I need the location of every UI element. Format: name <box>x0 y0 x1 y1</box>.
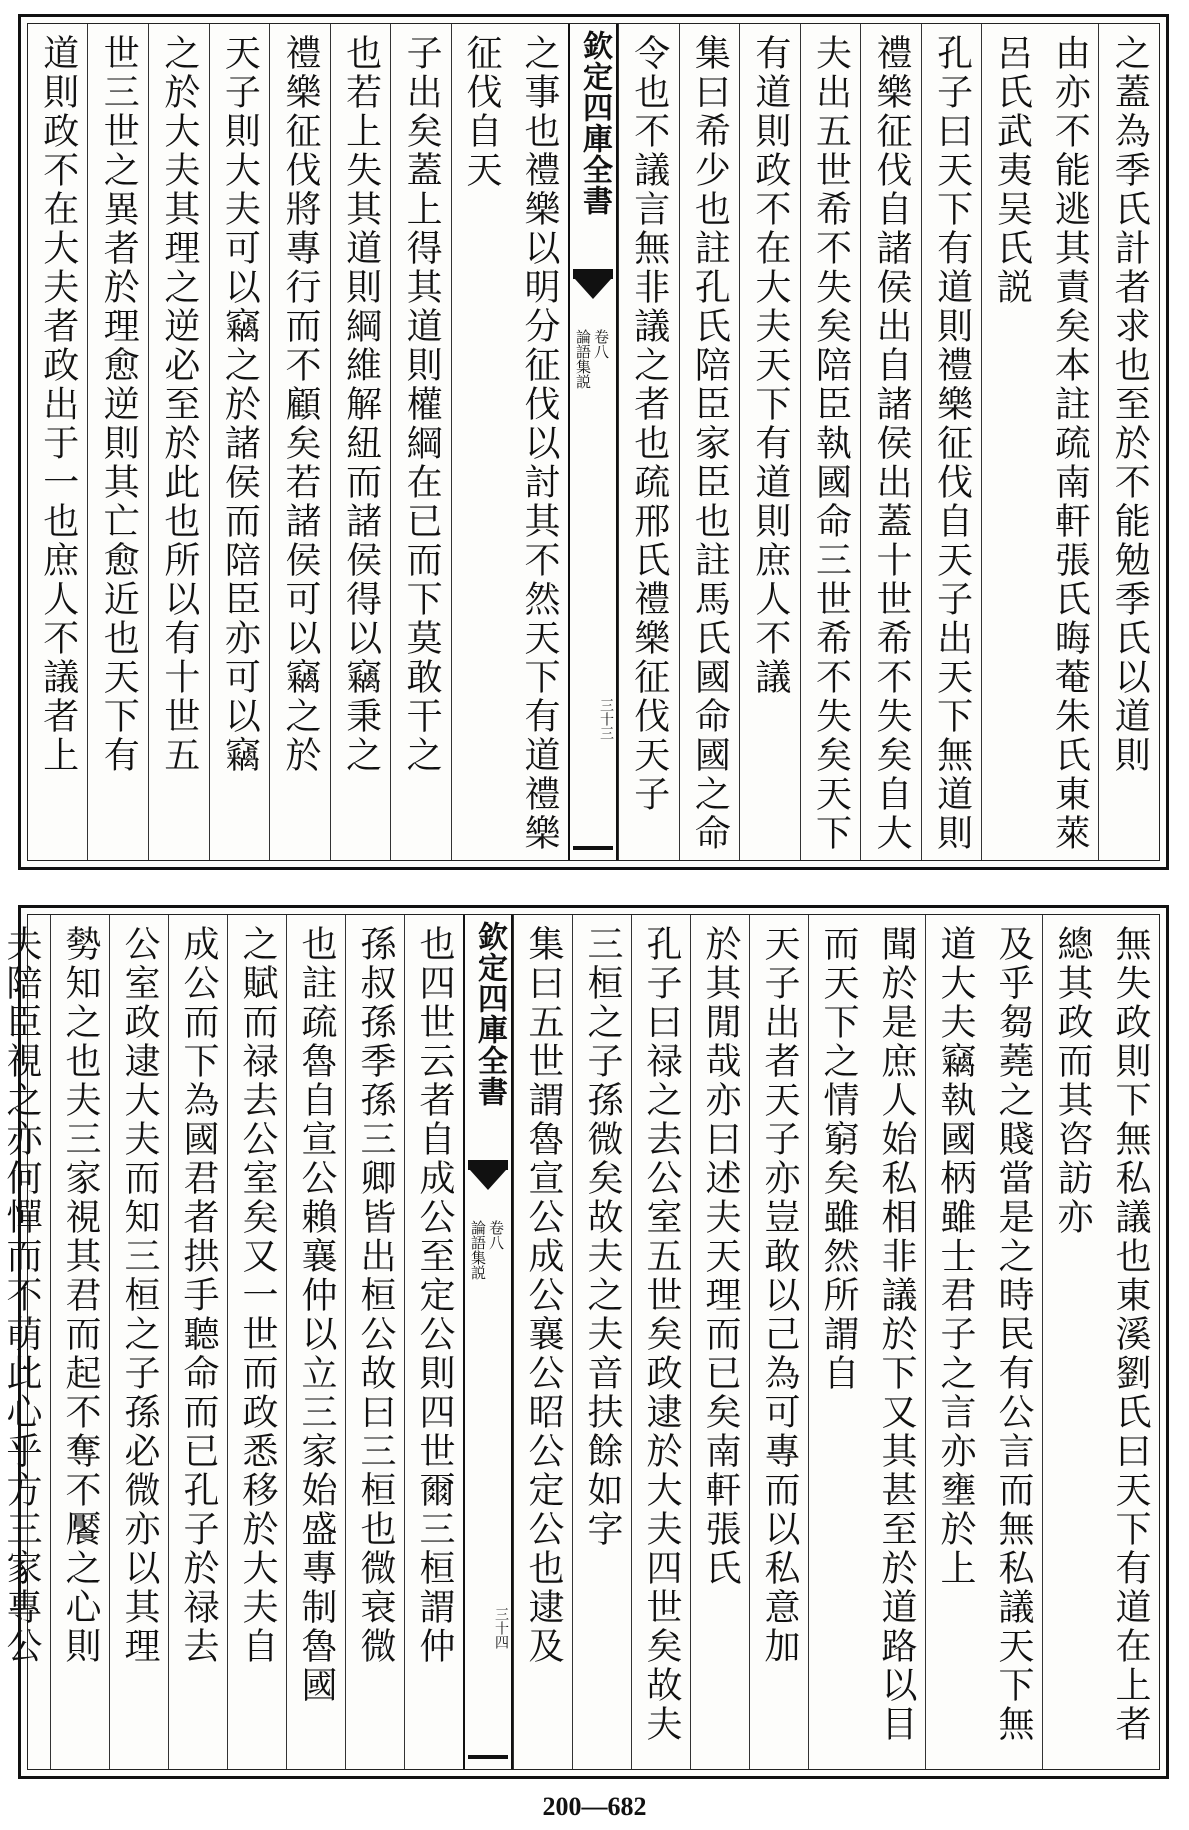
text-column: 由亦不能逃其責矣本註疏南軒張氏晦菴朱氏東萊呂氏武夷吴氏説 <box>981 24 1098 860</box>
fish-tail-mark <box>468 1160 508 1200</box>
text-column: 禮樂征伐將專行而不顧矣若諸侯可以竊之於 <box>269 24 330 860</box>
text-column: 成公而下為國君者拱手聽命而已孔子於禄去 <box>168 915 227 1769</box>
text-column: 孫叔孫季孫三卿皆出桓公故曰三桓也微衰微 <box>345 915 404 1769</box>
center-fold <box>463 915 513 1769</box>
text-column: 有道則政不在大夫天下有道則庶人不議 <box>739 24 800 860</box>
text-column: 勢知之也夫三家視其君而起不奪不饜之心則 <box>50 915 109 1769</box>
center-fold <box>568 24 618 860</box>
text-column: 孔子曰天下有道則禮樂征伐自天子出天下無道則 <box>921 24 982 860</box>
book-title: 論語集説 <box>469 1220 487 1280</box>
text-column: 夫出五世希不失矣陪臣執國命三世希不失矣天下 <box>800 24 861 860</box>
fold-bottom-bar <box>573 846 613 850</box>
collection-title: 欽定四庫全書 <box>472 921 507 1107</box>
text-column: 集曰五世謂魯宣公成公襄公昭公定公也逮及 <box>513 915 572 1769</box>
volume-label: 卷八 <box>487 1220 505 1250</box>
text-column: 孔子曰禄之去公室五世矣政逮於大夫四世矣故夫 <box>631 915 690 1769</box>
text-column: 之事也禮樂以明分征伐以討其不然天下有道禮樂征伐自天 <box>451 24 568 860</box>
text-column: 之於大夫其理之逆必至於此也所以有十世五 <box>148 24 209 860</box>
text-column: 夫陪臣視之亦何憚而不萌此心乎方三家專公 <box>1 925 42 1666</box>
text-column: 也註疏魯自宣公賴襄仲以立三家始盛專制魯國 <box>286 915 345 1769</box>
upper-page-frame <box>27 23 1160 861</box>
text-column: 道則政不在大夫者政出于一也庶人不議者上 <box>37 34 79 775</box>
text-column: 也四世云者自成公至定公則四世爾三桓謂仲 <box>404 915 463 1769</box>
text-column: 於其閒哉亦曰述夫天理而已矣南軒張氏 <box>690 915 749 1769</box>
leaf-number: 三十四 <box>493 1607 509 1649</box>
upper-page <box>18 14 1169 870</box>
text-column: 子出矣蓋上得其道則權綱在已而下莫敢干之 <box>390 24 451 860</box>
text-column: 禮樂征伐自諸侯出自諸侯出蓋十世希不失矣自大 <box>860 24 921 860</box>
book-title: 論語集説 <box>573 329 592 389</box>
text-column: 之蓋為季氏計者求也至於不能勉季氏以道則 <box>1098 24 1159 860</box>
lower-page <box>1 905 1169 1779</box>
text-column: 天子出者天子亦豈敢以己為可專而以私意加 <box>749 915 808 1769</box>
collection-title: 欽定四庫全書 <box>576 30 612 216</box>
fold-bottom-bar <box>468 1755 508 1759</box>
text-column: 也若上失其道則綱維解紐而諸侯得以竊秉之 <box>330 24 391 860</box>
text-column: 之賦而禄去公室矣又一世而政悉移於大夫自 <box>227 915 286 1769</box>
lower-page-frame <box>1 914 1160 1770</box>
text-column: 及乎芻蕘之賤當是之時民有公言而無私議天下無道大夫竊執國柄雖士君子之言亦壅於上 <box>925 915 1042 1769</box>
text-column: 令也不議言無非議之者也疏邢氏禮樂征伐天子 <box>618 24 679 860</box>
text-column: 公室政逮大夫而知三桓之子孫必微亦以其理 <box>109 915 168 1769</box>
upper-page-columns <box>28 24 1159 860</box>
text-column: 聞於是庶人始私相非議於下又其甚至於道路以目而天下之情窮矣雖然所謂自 <box>808 915 925 1769</box>
fish-tail-mark <box>573 269 613 309</box>
volume-label: 卷八 <box>591 329 610 359</box>
text-column: 三桓之子孫微矣故夫之夫音扶餘如字 <box>572 915 631 1769</box>
text-column: 天子則大夫可以竊之於諸侯而陪臣亦可以竊 <box>209 24 270 860</box>
text-column: 世三世之異者於理愈逆則其亡愈近也天下有 <box>87 24 148 860</box>
leaf-number: 三十三 <box>597 698 614 740</box>
page-number: 200—682 <box>542 1792 647 1821</box>
text-column: 無失政則下無私議也東溪劉氏曰天下有道在上者總其政而其咨訪亦 <box>1042 915 1159 1769</box>
lower-page-columns <box>1 915 1159 1769</box>
text-column: 集曰希少也註孔氏陪臣家臣也註馬氏國命國之命 <box>679 24 740 860</box>
